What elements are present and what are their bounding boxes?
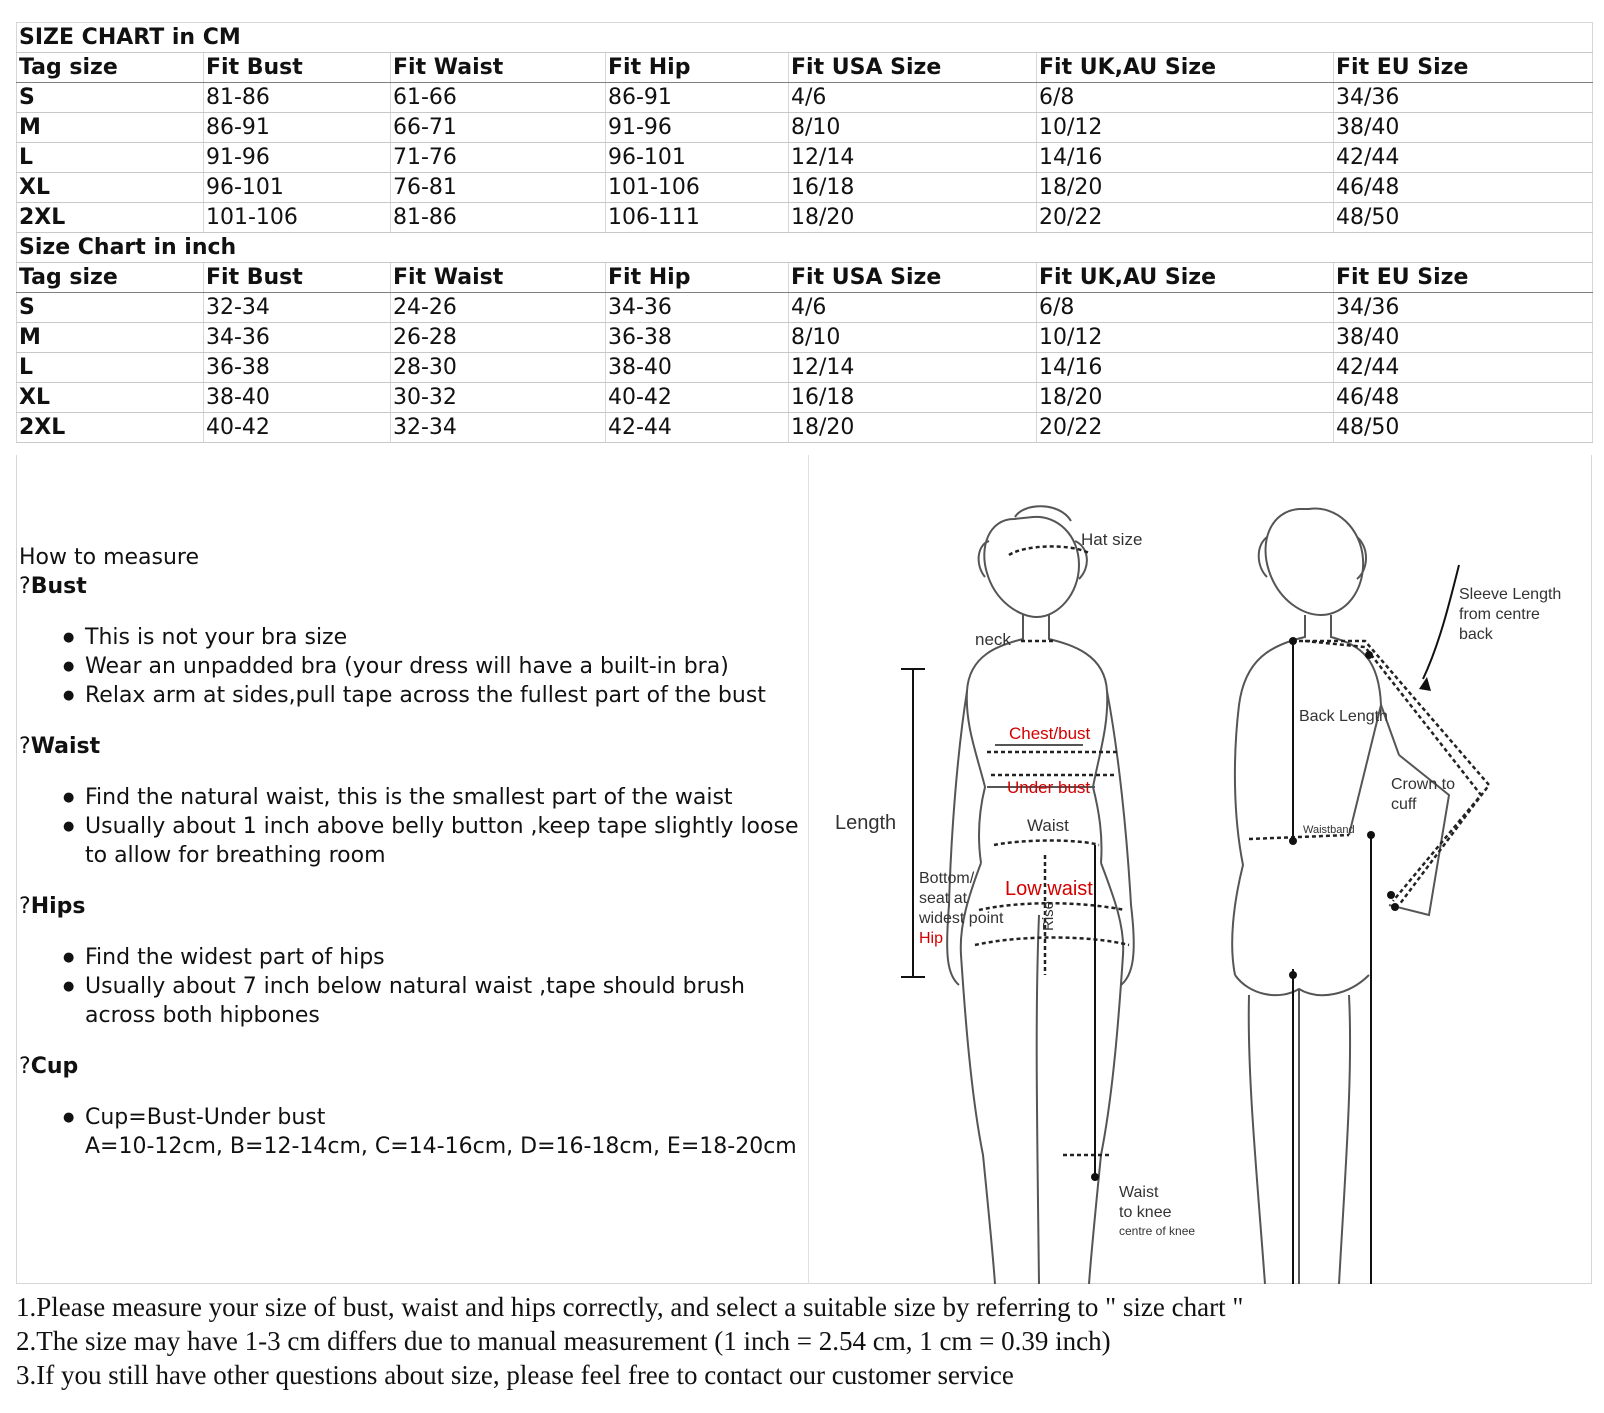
section-heading-waist bbox=[19, 732, 807, 761]
note-2: 2.The size may have 1-3 cm differs due to manual measurement (1 inch = 2.54 cm, 1 cm = 0.39 inch) bbox=[16, 1326, 1111, 1356]
table-cell: 16/18 bbox=[789, 173, 1037, 203]
table-cell: 42/44 bbox=[1334, 143, 1593, 173]
table-cell: 24-26 bbox=[391, 293, 606, 323]
table-row bbox=[17, 413, 1593, 443]
column-header: Fit Bust bbox=[204, 263, 391, 293]
table-cell: 16/18 bbox=[789, 383, 1037, 413]
table-row bbox=[17, 143, 1593, 173]
table-cell: 6/8 bbox=[1037, 293, 1334, 323]
table-row bbox=[17, 173, 1593, 203]
column-header: Fit Hip bbox=[606, 263, 789, 293]
column-header: Fit UK,AU Size bbox=[1037, 53, 1334, 83]
list-item-text: Find the natural waist, this is the smallest part of the waist bbox=[85, 785, 733, 810]
table-cell: 26-28 bbox=[391, 323, 606, 353]
list-item-text: Find the widest part of hips bbox=[85, 945, 385, 970]
table-cell: 86-91 bbox=[606, 83, 789, 113]
table-cell: 46/48 bbox=[1334, 383, 1593, 413]
note-1: 1.Please measure your size of bust, waist and hips correctly, and select a suitable size by referring to " size chart " bbox=[16, 1292, 1244, 1322]
column-header: Fit EU Size bbox=[1334, 53, 1593, 83]
table-cell: 18/20 bbox=[1037, 383, 1334, 413]
tag-size-cell: M bbox=[17, 323, 204, 353]
tag-size-cell: M bbox=[17, 113, 204, 143]
crown-to-cuff-label-2: cuff bbox=[1391, 796, 1417, 813]
table-cell: 36-38 bbox=[606, 323, 789, 353]
table-cell: 48/50 bbox=[1334, 413, 1593, 443]
list-item-text: Usually about 7 inch below natural waist ,tape should brush across both hipbones bbox=[85, 974, 745, 1028]
neck-label: neck bbox=[975, 630, 1011, 649]
tag-size-cell: 2XL bbox=[17, 203, 204, 233]
sleeve-length-label-1: Sleeve Length bbox=[1459, 586, 1562, 603]
column-header: Fit USA Size bbox=[789, 263, 1037, 293]
list-item bbox=[63, 783, 807, 812]
size-notes bbox=[16, 1290, 1592, 1392]
crown-to-cuff-label-1: Crown to bbox=[1391, 776, 1456, 793]
list-item bbox=[63, 1103, 807, 1161]
list-item-text: This is not your bra size bbox=[85, 625, 348, 650]
low-waist-label: Low waist bbox=[1005, 878, 1093, 900]
table-cell: 66-71 bbox=[391, 113, 606, 143]
list-item bbox=[63, 812, 807, 870]
table-cell: 71-76 bbox=[391, 143, 606, 173]
section-title: Waist bbox=[30, 734, 101, 759]
table-cell: 20/22 bbox=[1037, 413, 1334, 443]
table-cell: 34/36 bbox=[1334, 83, 1593, 113]
table-cell: 106-111 bbox=[606, 203, 789, 233]
section-prefix: ? bbox=[19, 734, 31, 759]
tag-size-cell: XL bbox=[17, 173, 204, 203]
column-header: Fit EU Size bbox=[1334, 263, 1593, 293]
table-cell: 81-86 bbox=[204, 83, 391, 113]
section-prefix: ? bbox=[19, 1054, 31, 1079]
size-chart-sheet bbox=[16, 22, 1592, 443]
table-cell: 101-106 bbox=[204, 203, 391, 233]
note-3: 3.If you still have other questions about size, please feel free to contact our customer service bbox=[16, 1360, 1014, 1390]
waist-to-knee-label-2: to knee bbox=[1119, 1204, 1172, 1221]
table-cell: 91-96 bbox=[606, 113, 789, 143]
waist-to-knee-label-1: Waist bbox=[1119, 1184, 1159, 1201]
section-title: Hips bbox=[30, 894, 86, 919]
body-diagram bbox=[809, 455, 1591, 1284]
list-item-text: Wear an unpadded bra (your dress will have a built-in bra) bbox=[85, 654, 729, 679]
table-row bbox=[17, 203, 1593, 233]
hat-size-label: Hat size bbox=[1081, 530, 1143, 549]
rise-label: Rise bbox=[1040, 900, 1057, 931]
table-cell: 48/50 bbox=[1334, 203, 1593, 233]
tag-size-cell: S bbox=[17, 83, 204, 113]
section-heading-cup bbox=[19, 1052, 807, 1081]
column-header: Fit Waist bbox=[391, 53, 606, 83]
table-row bbox=[17, 383, 1593, 413]
table-row bbox=[17, 293, 1593, 323]
table-cell: 40-42 bbox=[606, 383, 789, 413]
length-label: Length bbox=[835, 812, 897, 834]
tag-size-cell: XL bbox=[17, 383, 204, 413]
table-row bbox=[17, 113, 1593, 143]
column-header: Tag size bbox=[17, 53, 204, 83]
under-bust-label: Under bust bbox=[1007, 778, 1091, 797]
table-cell: 8/10 bbox=[789, 113, 1037, 143]
list-item-text: Relax arm at sides,pull tape across the fullest part of the bust bbox=[85, 683, 766, 708]
list-item-text: Usually about 1 inch above belly button ,keep tape slightly loose to allow for breathing room bbox=[85, 814, 799, 868]
column-header: Fit USA Size bbox=[789, 53, 1037, 83]
table-cell: 76-81 bbox=[391, 173, 606, 203]
table-row bbox=[17, 353, 1593, 383]
how-to-measure-panel bbox=[16, 455, 1592, 1284]
list-item bbox=[63, 943, 807, 972]
table-cell: 30-32 bbox=[391, 383, 606, 413]
section-prefix: ? bbox=[19, 894, 31, 919]
column-header: Fit Waist bbox=[391, 263, 606, 293]
table-cell: 96-101 bbox=[606, 143, 789, 173]
list-item bbox=[63, 652, 807, 681]
table-cell: 91-96 bbox=[204, 143, 391, 173]
bottom-label-1: Bottom/ bbox=[919, 870, 975, 887]
sleeve-length-label-3: back bbox=[1459, 626, 1493, 643]
table-header-row bbox=[17, 263, 1593, 293]
table-row bbox=[17, 323, 1593, 353]
inch_table-title-row bbox=[17, 233, 1593, 263]
sleeve-length-label-2: from centre bbox=[1459, 606, 1540, 623]
cup-size-scale: A=10-12cm, B=12-14cm, C=14-16cm, D=16-18cm, E=18-20cm bbox=[85, 1134, 797, 1159]
cm_table-title-row bbox=[17, 23, 1593, 53]
column-header: Fit Bust bbox=[204, 53, 391, 83]
cm-table-title: SIZE CHART in CM bbox=[17, 23, 1593, 53]
table-cell: 28-30 bbox=[391, 353, 606, 383]
waistband-label: Waistband bbox=[1303, 824, 1355, 836]
hip-label: Hip bbox=[919, 930, 944, 947]
chest-bust-label: Chest/bust bbox=[1009, 724, 1091, 743]
table-cell: 46/48 bbox=[1334, 173, 1593, 203]
inch-table-title: Size Chart in inch bbox=[17, 233, 1593, 263]
table-cell: 14/16 bbox=[1037, 143, 1334, 173]
table-row bbox=[17, 83, 1593, 113]
table-cell: 18/20 bbox=[789, 413, 1037, 443]
table-cell: 101-106 bbox=[606, 173, 789, 203]
table-cell: 18/20 bbox=[789, 203, 1037, 233]
section-heading-bust bbox=[19, 572, 807, 601]
instruction-list bbox=[63, 783, 807, 870]
table-cell: 32-34 bbox=[204, 293, 391, 323]
column-header: Fit Hip bbox=[606, 53, 789, 83]
back-length-label: Back Length bbox=[1299, 708, 1388, 725]
table-cell: 34/36 bbox=[1334, 293, 1593, 323]
table-cell: 42/44 bbox=[1334, 353, 1593, 383]
list-item-text: Cup=Bust-Under bust bbox=[85, 1105, 326, 1130]
measurement-figure bbox=[809, 455, 1591, 1284]
section-title: Bust bbox=[30, 574, 87, 599]
table-cell: 61-66 bbox=[391, 83, 606, 113]
table-cell: 40-42 bbox=[204, 413, 391, 443]
table-cell: 36-38 bbox=[204, 353, 391, 383]
table-cell: 10/12 bbox=[1037, 113, 1334, 143]
section-heading-hips bbox=[19, 892, 807, 921]
table-cell: 20/22 bbox=[1037, 203, 1334, 233]
table-cell: 4/6 bbox=[789, 83, 1037, 113]
tag-size-cell: L bbox=[17, 353, 204, 383]
size-table-body bbox=[17, 23, 1593, 443]
tag-size-cell: S bbox=[17, 293, 204, 323]
table-cell: 34-36 bbox=[204, 323, 391, 353]
bottom-label-3: widest point bbox=[919, 910, 1004, 927]
measure-instructions bbox=[17, 543, 807, 1183]
list-item bbox=[63, 623, 807, 652]
table-cell: 38/40 bbox=[1334, 323, 1593, 353]
table-cell: 42-44 bbox=[606, 413, 789, 443]
column-header: Fit UK,AU Size bbox=[1037, 263, 1334, 293]
table-cell: 6/8 bbox=[1037, 83, 1334, 113]
table-cell: 14/16 bbox=[1037, 353, 1334, 383]
list-item bbox=[63, 681, 807, 710]
size-table bbox=[16, 22, 1593, 443]
table-cell: 38-40 bbox=[606, 353, 789, 383]
instruction-list bbox=[63, 943, 807, 1030]
section-title: Cup bbox=[30, 1054, 79, 1079]
bottom-label-2: seat at bbox=[919, 890, 968, 907]
column-header: Tag size bbox=[17, 263, 204, 293]
section-prefix: ? bbox=[19, 574, 31, 599]
table-cell: 18/20 bbox=[1037, 173, 1334, 203]
table-cell: 12/14 bbox=[789, 353, 1037, 383]
table-header-row bbox=[17, 53, 1593, 83]
table-cell: 96-101 bbox=[204, 173, 391, 203]
table-cell: 4/6 bbox=[789, 293, 1037, 323]
how-to-measure-heading: How to measure bbox=[19, 545, 200, 570]
table-cell: 32-34 bbox=[391, 413, 606, 443]
tag-size-cell: 2XL bbox=[17, 413, 204, 443]
table-cell: 8/10 bbox=[789, 323, 1037, 353]
waist-to-knee-label-3: centre of knee bbox=[1119, 1224, 1196, 1238]
instruction-list bbox=[63, 623, 807, 710]
instruction-list bbox=[63, 1103, 807, 1161]
table-cell: 81-86 bbox=[391, 203, 606, 233]
table-cell: 12/14 bbox=[789, 143, 1037, 173]
tag-size-cell: L bbox=[17, 143, 204, 173]
table-cell: 10/12 bbox=[1037, 323, 1334, 353]
table-cell: 34-36 bbox=[606, 293, 789, 323]
table-cell: 38/40 bbox=[1334, 113, 1593, 143]
table-cell: 86-91 bbox=[204, 113, 391, 143]
table-cell: 38-40 bbox=[204, 383, 391, 413]
waist-label: Waist bbox=[1027, 816, 1069, 835]
list-item bbox=[63, 972, 807, 1030]
